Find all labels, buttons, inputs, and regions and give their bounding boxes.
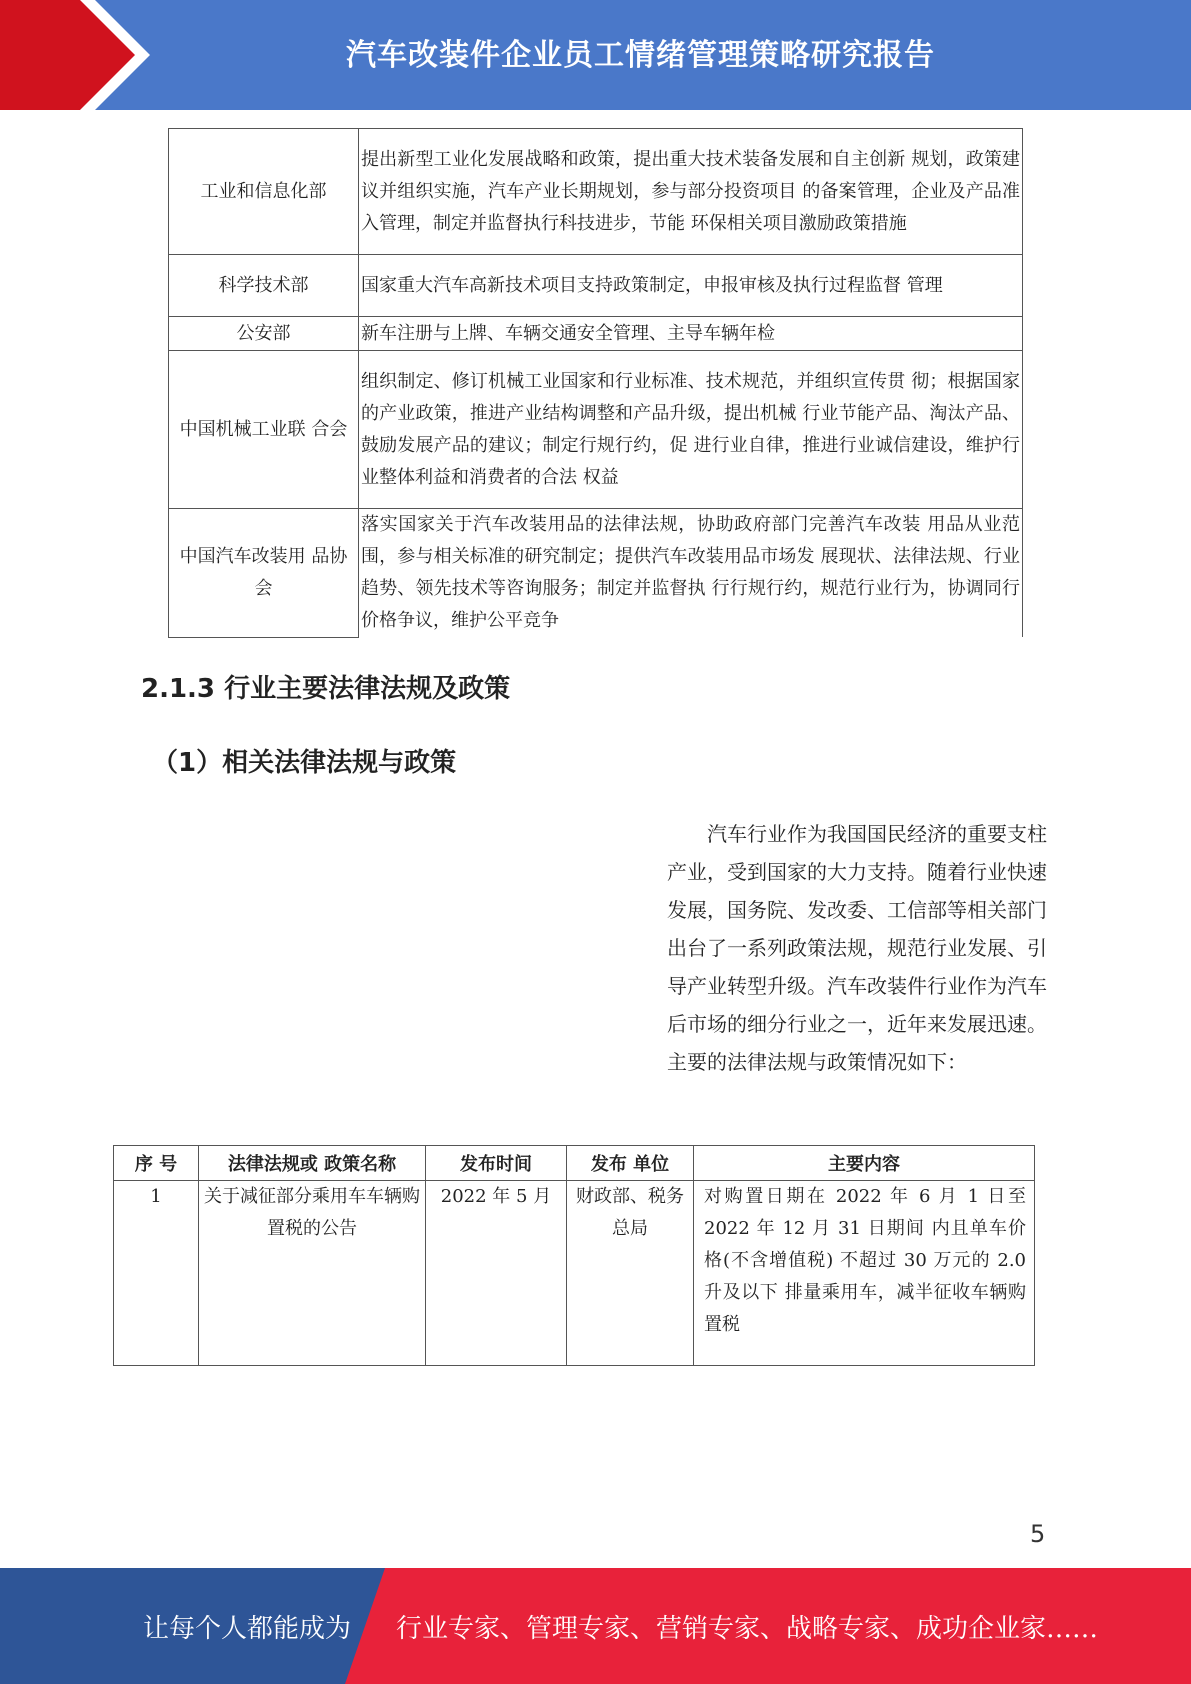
duty-cell: 国家重大汽车高新技术项目支持政策制定，申报审核及执行过程监督 管理 bbox=[359, 255, 1023, 317]
duty-cell: 提出新型工业化发展战略和政策，提出重大技术装备发展和自主创新 规划，政策建议并组织实施，汽车产业长期规划，参与部分投资项目 的备案管理，企业及产品准入管理，制定并监督执行科技进步，节能 环保相关项目激励政策措施 bbox=[359, 129, 1023, 255]
law-name: 关于减征部分乘用车车辆购置税的公告 bbox=[199, 1181, 426, 1366]
dept-cell: 中国汽车改装用 品协会 bbox=[169, 509, 359, 638]
table-row bbox=[169, 509, 1023, 638]
col-header-issuer: 发布 单位 bbox=[567, 1146, 694, 1181]
footer-slogan-left: 让每个人都能成为 bbox=[143, 1614, 352, 1644]
law-date: 2022 年 5 月 bbox=[426, 1181, 567, 1366]
regulators-table bbox=[168, 128, 1023, 638]
duty-cell: 组织制定、修订机械工业国家和行业标准、技术规范，并组织宣传贯 彻；根据国家的产业政策，推进产业结构调整和产品升级，提出机械 行业节能产品、淘汰产品、鼓励发展产品的建议；制定行规行约，促 进行业自律，推进行业诚信建设，维护行业整体利益和消费者的合法 权益 bbox=[359, 351, 1023, 509]
table-header-row bbox=[114, 1146, 1035, 1181]
table-row bbox=[169, 351, 1023, 509]
duty-cell: 落实国家关于汽车改装用品的法律法规，协助政府部门完善汽车改装 用品从业范围，参与相关标准的研究制定；提供汽车改装用品市场发 展现状、法律法规、行业趋势、领先技术等咨询服务；制定并监督执 行行规行约，规范行业行为，协调同行价格争议，维护公平竞争 bbox=[359, 509, 1023, 638]
subsection-heading: （1）相关法律法规与政策 bbox=[152, 748, 457, 778]
table-row bbox=[169, 129, 1023, 255]
table-row bbox=[169, 255, 1023, 317]
col-header-name: 法律法规或 政策名称 bbox=[199, 1146, 426, 1181]
law-no: 1 bbox=[114, 1181, 199, 1366]
col-header-no: 序 号 bbox=[114, 1146, 199, 1181]
table-row bbox=[114, 1181, 1035, 1366]
page-number: 5 bbox=[1030, 1520, 1046, 1548]
page-header bbox=[0, 0, 1191, 110]
page-footer bbox=[0, 1568, 1191, 1684]
duty-cell: 新车注册与上牌、车辆交通安全管理、主导车辆年检 bbox=[359, 317, 1023, 351]
col-header-content: 主要内容 bbox=[694, 1146, 1035, 1181]
header-title: 汽车改装件企业员工情绪管理策略研究报告 bbox=[346, 38, 935, 73]
dept-cell: 工业和信息化部 bbox=[169, 129, 359, 255]
dept-cell: 公安部 bbox=[169, 317, 359, 351]
law-content: 对购置日期在 2022 年 6 月 1 日至 2022 年 12 月 31 日期间 内且单车价格(不含增值税) 不超过 30 万元的 2.0 升及以下 排量乘用车，减半征收车辆购 置税 bbox=[694, 1181, 1035, 1366]
section-heading: 2.1.3 行业主要法律法规及政策 bbox=[141, 674, 511, 704]
dept-cell: 中国机械工业联 合会 bbox=[169, 351, 359, 509]
footer-slogan-right: 行业专家、管理专家、营销专家、战略专家、成功企业家…… bbox=[396, 1614, 1099, 1644]
dept-cell: 科学技术部 bbox=[169, 255, 359, 317]
law-issuer: 财政部、税务总局 bbox=[567, 1181, 694, 1366]
table-row bbox=[169, 317, 1023, 351]
intro-paragraph: 汽车行业作为我国国民经济的重要支柱产业，受到国家的大力支持。随着行业快速发展，国务院、发改委、工信部等相关部门出台了一系列政策法规，规范行业发展、引导产业转型升级。汽车改装件行业作为汽车后市场的细分行业之一，近年来发展迅速。主要的法律法规与政策情况如下： bbox=[667, 822, 1047, 1074]
col-header-date: 发布时间 bbox=[426, 1146, 567, 1181]
laws-table bbox=[113, 1145, 1035, 1366]
